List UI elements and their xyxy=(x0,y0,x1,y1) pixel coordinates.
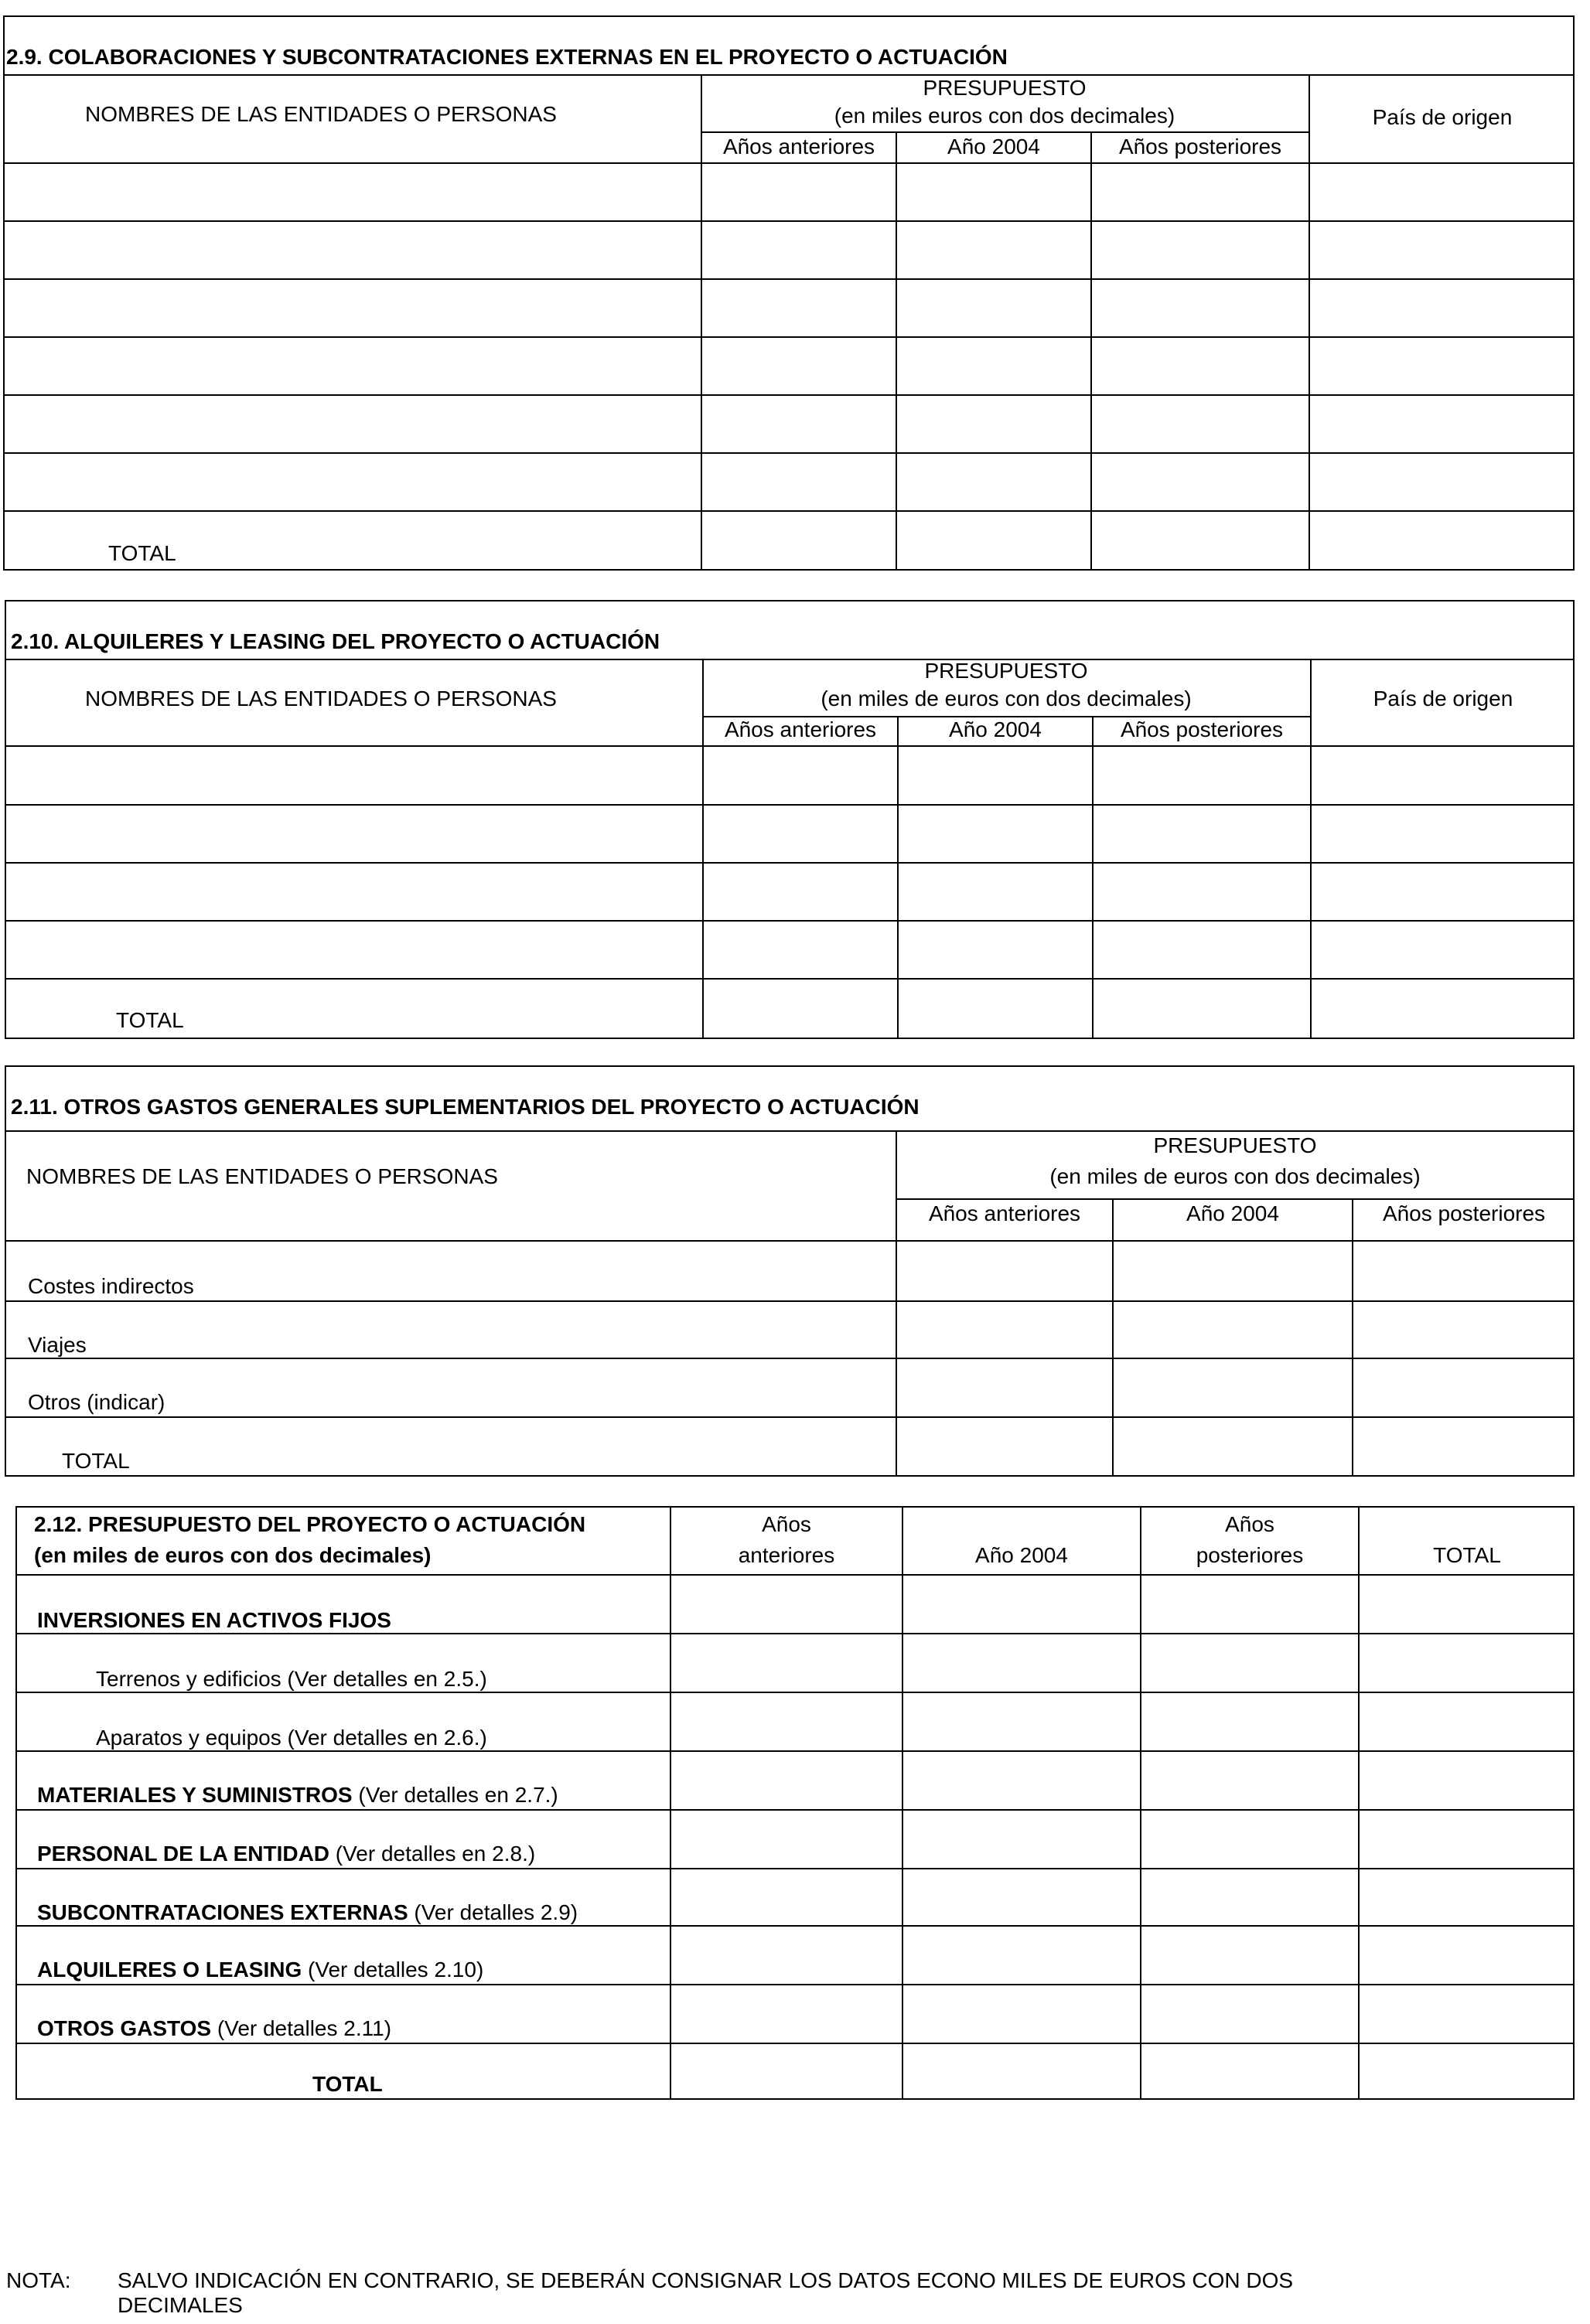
note-line-1: SALVO INDICACIÓN EN CONTRARIO, SE DEBERÁN CONSIGNAR LOS DATOS ECONO MILES DE EUROS CON DOS xyxy=(118,2268,1294,2292)
row-label: Aparatos y equipos (Ver detalles en 2.6.) xyxy=(96,1726,487,1750)
section-title: 2.12. PRESUPUESTO DEL PROYECTO O ACTUACIÓN xyxy=(34,1512,586,1536)
row-label: PERSONAL DE LA ENTIDAD (Ver detalles en 2.8.) xyxy=(37,1842,536,1866)
header-post-years-2: posteriores xyxy=(1196,1543,1304,1567)
row-label: Otros (indicar) xyxy=(28,1390,165,1414)
header-2004: Año 2004 xyxy=(1186,1201,1279,1225)
header-prev-years: Años anteriores xyxy=(724,717,877,741)
header-prev-years: Años xyxy=(762,1512,811,1536)
header-post-years: Años posteriores xyxy=(1118,135,1282,158)
total-label: TOTAL xyxy=(116,1008,184,1032)
section-title: 2.11. OTROS GASTOS GENERALES SUPLEMENTARIOS DEL PROYECTO O ACTUACIÓN xyxy=(11,1095,920,1119)
header-post-years: Años posteriores xyxy=(1382,1201,1546,1225)
section-title: 2.10. ALQUILERES Y LEASING DEL PROYECTO O ACTUACIÓN xyxy=(11,629,660,653)
header-budget: PRESUPUESTO xyxy=(1153,1133,1317,1157)
row-label: MATERIALES Y SUMINISTROS (Ver detalles en 2.7.) xyxy=(37,1783,558,1807)
header-2004: Año 2004 xyxy=(975,1543,1068,1567)
row-label: Costes indirectos xyxy=(28,1274,194,1298)
row-label: Terrenos y edificios (Ver detalles en 2.5.) xyxy=(96,1667,487,1691)
header-post-years: Años xyxy=(1225,1512,1274,1536)
header-names: NOMBRES DE LAS ENTIDADES O PERSONAS xyxy=(85,102,557,126)
header-prev-years: Años anteriores xyxy=(722,135,875,158)
row-label: Viajes xyxy=(28,1333,87,1357)
note-line-2: DECIMALES xyxy=(118,2293,243,2317)
header-names: NOMBRES DE LAS ENTIDADES O PERSONAS xyxy=(85,687,557,710)
row-label: OTROS GASTOS (Ver detalles 2.11) xyxy=(37,2016,392,2040)
section-title: 2.9. COLABORACIONES Y SUBCONTRATACIONES EXTERNAS EN EL PROYECTO O ACTUACIÓN xyxy=(6,45,1008,69)
header-budget: PRESUPUESTO xyxy=(923,76,1087,100)
total-label: TOTAL xyxy=(108,541,176,565)
row-label: ALQUILERES O LEASING (Ver detalles 2.10) xyxy=(37,1958,484,1982)
header-units: (en miles euros con dos decimales) xyxy=(834,104,1175,128)
header-budget: PRESUPUESTO xyxy=(924,659,1088,683)
header-country: País de origen xyxy=(1372,105,1513,129)
header-post-years: Años posteriores xyxy=(1120,717,1284,741)
header-country: País de origen xyxy=(1373,687,1513,710)
header-prev-years: Años anteriores xyxy=(928,1201,1081,1225)
header-units: (en miles de euros con dos decimales) xyxy=(1049,1164,1421,1188)
header-2004: Año 2004 xyxy=(947,135,1040,158)
header-prev-years-2: anteriores xyxy=(738,1543,835,1567)
total-label: TOTAL xyxy=(312,2072,383,2096)
row-label: SUBCONTRATACIONES EXTERNAS (Ver detalles 2.9) xyxy=(37,1900,578,1924)
header-units: (en miles de euros con dos decimales) xyxy=(821,687,1192,710)
row-label: INVERSIONES EN ACTIVOS FIJOS xyxy=(37,1608,391,1632)
total-label: TOTAL xyxy=(62,1449,130,1473)
section-subtitle: (en miles de euros con dos decimales) xyxy=(34,1543,432,1567)
header-names: NOMBRES DE LAS ENTIDADES O PERSONAS xyxy=(26,1164,498,1188)
header-2004: Año 2004 xyxy=(949,717,1042,741)
header-total: TOTAL xyxy=(1433,1543,1501,1567)
note-label: NOTA: xyxy=(6,2268,71,2292)
